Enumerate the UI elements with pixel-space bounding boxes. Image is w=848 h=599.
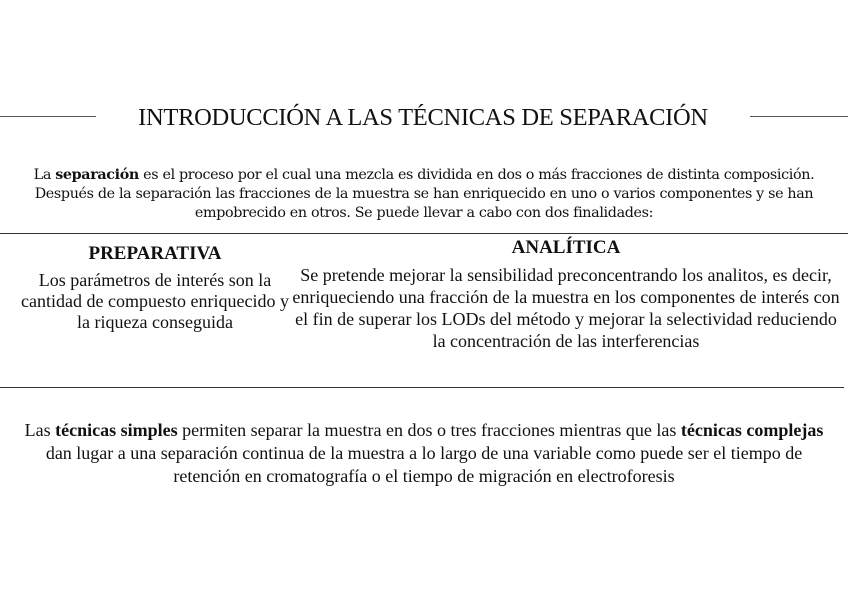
techniques-text-complex: dan lugar a una separación continua de la muestra a lo largo de una variable como puede ser el tiempo de retención en cromatografía o el tiempo de migración en electroforesis — [45, 443, 803, 486]
intro-lead: La — [33, 167, 56, 184]
techniques-text-simple: permiten separar la muestra en dos o tres fracciones mientras que las — [177, 420, 681, 440]
title-divider-left — [0, 116, 96, 117]
techniques-lead: Las — [24, 420, 56, 440]
heading-analitica: ANALÍTICA — [511, 237, 621, 258]
title-row — [0, 104, 848, 138]
page-title: INTRODUCCIÓN A LAS TÉCNICAS DE SEPARACIÓN — [138, 104, 708, 131]
term-tecnicas-complejas: técnicas complejas — [680, 420, 824, 440]
body-analitica: Se pretende mejorar la sensibilidad preconcentrando los analitos, es decir, enriqueciendo una fracción de la muestra en los componentes de interés con el fin de superar los LODs del método y mejorar la selectividad reduciendo la concentración de las interferencias — [292, 265, 840, 351]
intro-paragraph — [14, 166, 834, 223]
techniques-paragraph — [14, 419, 834, 488]
column-analitica — [288, 236, 844, 352]
term-tecnicas-simples: técnicas simples — [55, 420, 178, 440]
intro-text: es el proceso por el cual una mezcla es dividida en dos o más fracciones de distinta composición. Después de la separación las fracciones de la muestra se han enriquecido en uno o varios componentes y se han empobrecido en otros. Se puede llevar a cabo con dos finalidades: — [34, 167, 815, 222]
body-preparativa: Los parámetros de interés son la cantidad de compuesto enriquecido y la riqueza conseguida — [21, 270, 289, 332]
intro-term-separacion: separación — [55, 167, 139, 184]
heading-preparativa: PREPARATIVA — [88, 243, 222, 264]
column-preparativa — [14, 242, 296, 333]
section-divider-bottom — [0, 387, 844, 388]
section-divider-top — [0, 233, 848, 234]
title-divider-right — [750, 116, 848, 117]
